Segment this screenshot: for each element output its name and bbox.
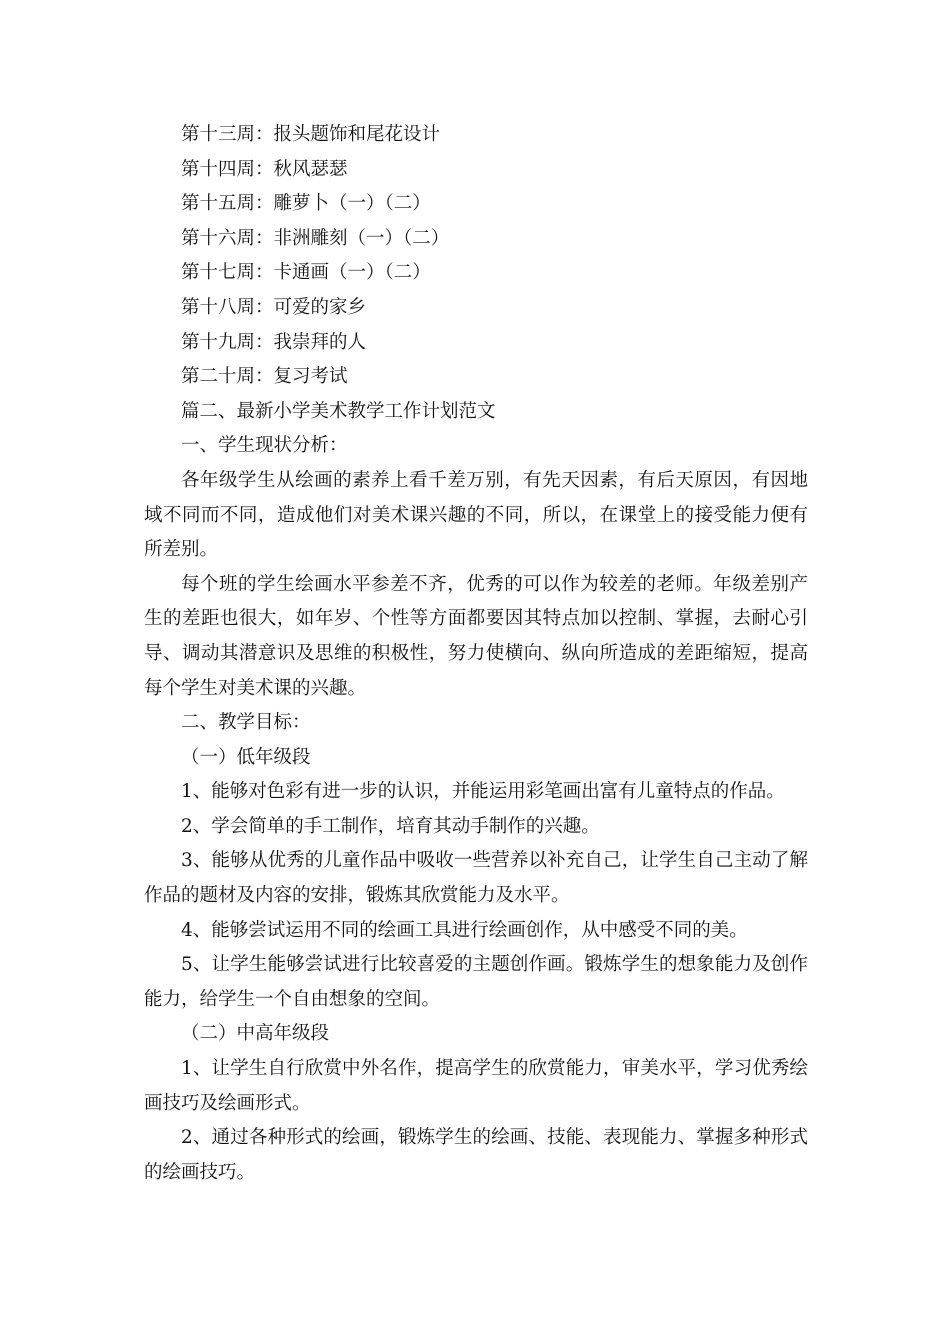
subheading-student-analysis: 一、学生现状分析： [181, 435, 348, 457]
list-item: 2、通过各种形式的绘画，锻炼学生的绘画、技能、表现能力、掌握多种形式的绘画技巧。 [144, 1127, 808, 1183]
list-item: 1、让学生自行欣赏中外名作，提高学生的欣赏能力，审美水平，学习优秀绘画技巧及绘画形式。 [144, 1058, 808, 1114]
list-item: 2、学会简单的手工制作，培育其动手制作的兴趣。 [181, 815, 600, 837]
subheading-upper-grades: （二）中高年级段 [181, 1023, 330, 1045]
list-item: 3、能够从优秀的儿童作品中吸收一些营养以补充自己，让学生自己主动了解作品的题材及内容的安排，锻炼其欣赏能力及水平。 [144, 850, 808, 907]
week-13-line: 第十三周：报头题饰和尾花设计 [181, 124, 441, 145]
body-paragraph: 每个班的学生绘画水平参差不齐，优秀的可以作为较差的老师。年级差别产生的差距也很大，如年岁、个性等方面都要因其特点加以控制、掌握，去耐心引导、调动其潜意识及思维的积极性，努力使横向、纵向所造成的差距缩短，提高每个学生对美术课的兴趣。 [144, 573, 808, 699]
section-heading: 篇二、最新小学美术教学工作计划范文 [181, 400, 496, 422]
list-item: 1、能够对色彩有进一步的认识，并能运用彩笔画出富有儿童特点的作品。 [181, 781, 785, 803]
list-item: 5、让学生能够尝试进行比较喜爱的主题创作画。锻炼学生的想象能力及创作能力，给学生一个自由想象的空间。 [144, 954, 808, 1010]
week-14-line: 第十四周：秋风瑟瑟 [181, 158, 348, 180]
week-18-line: 第十八周：可爱的家乡 [181, 296, 367, 318]
week-19-line: 第十九周：我崇拜的人 [181, 331, 367, 353]
week-15-line: 第十五周：雕萝卜（一）（二） [181, 193, 431, 215]
week-16-line: 第十六周：非洲雕刻（一）（二） [181, 227, 450, 249]
week-17-line: 第十七周：卡通画（一）（二） [181, 262, 431, 284]
document-body [144, 118, 808, 1190]
week-20-line: 第二十周：复习考试 [181, 366, 348, 388]
body-paragraph: 各年级学生从绘画的素养上看千差万别，有先天因素，有后天原因，有因地域不同而不同，造成他们对美术课兴趣的不同，所以，在课堂上的接受能力便有所差别。 [144, 469, 808, 561]
list-item: 4、能够尝试运用不同的绘画工具进行绘画创作，从中感受不同的美。 [181, 919, 748, 941]
subheading-lower-grades: （一）低年级段 [181, 746, 311, 768]
subheading-teaching-goals: 二、教学目标： [181, 712, 311, 734]
